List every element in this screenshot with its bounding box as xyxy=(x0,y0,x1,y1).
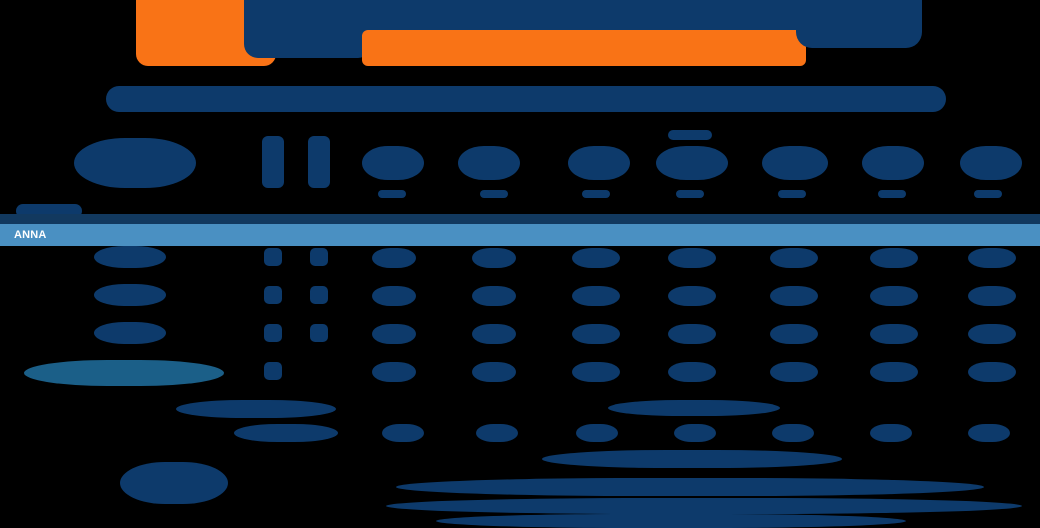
footer-note-left-1 xyxy=(176,400,336,418)
column-header-6-sup xyxy=(668,130,712,140)
row-cell xyxy=(372,286,416,306)
footer-cell xyxy=(674,424,716,442)
row-cell xyxy=(372,362,416,382)
row-flag-1 xyxy=(264,286,282,304)
row-cell xyxy=(870,362,918,382)
row-flag-1 xyxy=(264,248,282,266)
footer-cell xyxy=(772,424,814,442)
footer-paragraph-2 xyxy=(386,498,1022,514)
footer-note-center xyxy=(542,450,842,468)
selected-row-label: ANNA xyxy=(14,229,47,241)
row-label[interactable] xyxy=(94,246,166,268)
column-header-5 xyxy=(568,146,630,180)
row-cell xyxy=(572,324,620,344)
row-cell xyxy=(372,324,416,344)
row-cell xyxy=(968,248,1016,268)
column-header-9 xyxy=(960,146,1022,180)
row-cell xyxy=(472,324,516,344)
column-subheader-3 xyxy=(582,190,610,198)
column-header-8 xyxy=(862,146,924,180)
row-label-highlighted[interactable] xyxy=(24,360,224,386)
row-cell xyxy=(968,324,1016,344)
footer-cell xyxy=(382,424,424,442)
column-header-6 xyxy=(656,146,728,180)
row-flag-2 xyxy=(310,286,328,304)
row-cell xyxy=(770,324,818,344)
row-cell xyxy=(472,248,516,268)
page-title-bar xyxy=(106,86,946,112)
row-flag-2 xyxy=(310,248,328,266)
row-cell xyxy=(668,286,716,306)
row-flag-1 xyxy=(264,324,282,342)
row-cell xyxy=(968,362,1016,382)
tab-active-wide[interactable] xyxy=(362,30,806,66)
tab-bar-left[interactable] xyxy=(244,0,372,58)
column-header-group xyxy=(74,138,196,188)
footer-paragraph-3 xyxy=(436,514,906,528)
row-cell xyxy=(572,286,620,306)
footer-cell xyxy=(870,424,912,442)
footer-note-left-2 xyxy=(234,424,338,442)
selected-row-anna[interactable] xyxy=(0,224,1040,246)
column-header-4 xyxy=(458,146,520,180)
row-label[interactable] xyxy=(94,322,166,344)
row-cell xyxy=(372,248,416,268)
footer-paragraph-1 xyxy=(396,478,984,496)
row-cell xyxy=(968,286,1016,306)
row-cell xyxy=(870,286,918,306)
row-label[interactable] xyxy=(94,284,166,306)
column-subheader-6 xyxy=(878,190,906,198)
footer-cell xyxy=(476,424,518,442)
row-cell xyxy=(668,324,716,344)
row-flag-1 xyxy=(264,362,282,380)
footer-badge xyxy=(120,462,228,504)
column-subheader-5 xyxy=(778,190,806,198)
row-cell xyxy=(472,362,516,382)
footer-cell xyxy=(576,424,618,442)
toolbar-band xyxy=(358,0,798,30)
row-cell xyxy=(770,248,818,268)
column-subheader-2 xyxy=(480,190,508,198)
column-header-3 xyxy=(362,146,424,180)
footer-note-right-1 xyxy=(608,400,780,416)
column-header-7 xyxy=(762,146,828,180)
row-flag-2 xyxy=(310,324,328,342)
row-cell xyxy=(668,362,716,382)
column-header-2 xyxy=(308,136,330,188)
tab-bar-right[interactable] xyxy=(796,0,922,48)
row-cell xyxy=(472,286,516,306)
column-subheader-4 xyxy=(676,190,704,198)
row-cell xyxy=(870,324,918,344)
row-cell xyxy=(668,248,716,268)
row-cell xyxy=(770,362,818,382)
row-cell xyxy=(770,286,818,306)
row-cell xyxy=(870,248,918,268)
row-cell xyxy=(572,248,620,268)
row-cell xyxy=(572,362,620,382)
column-subheader-7 xyxy=(974,190,1002,198)
column-header-1 xyxy=(262,136,284,188)
footer-cell xyxy=(968,424,1010,442)
column-subheader-1 xyxy=(378,190,406,198)
